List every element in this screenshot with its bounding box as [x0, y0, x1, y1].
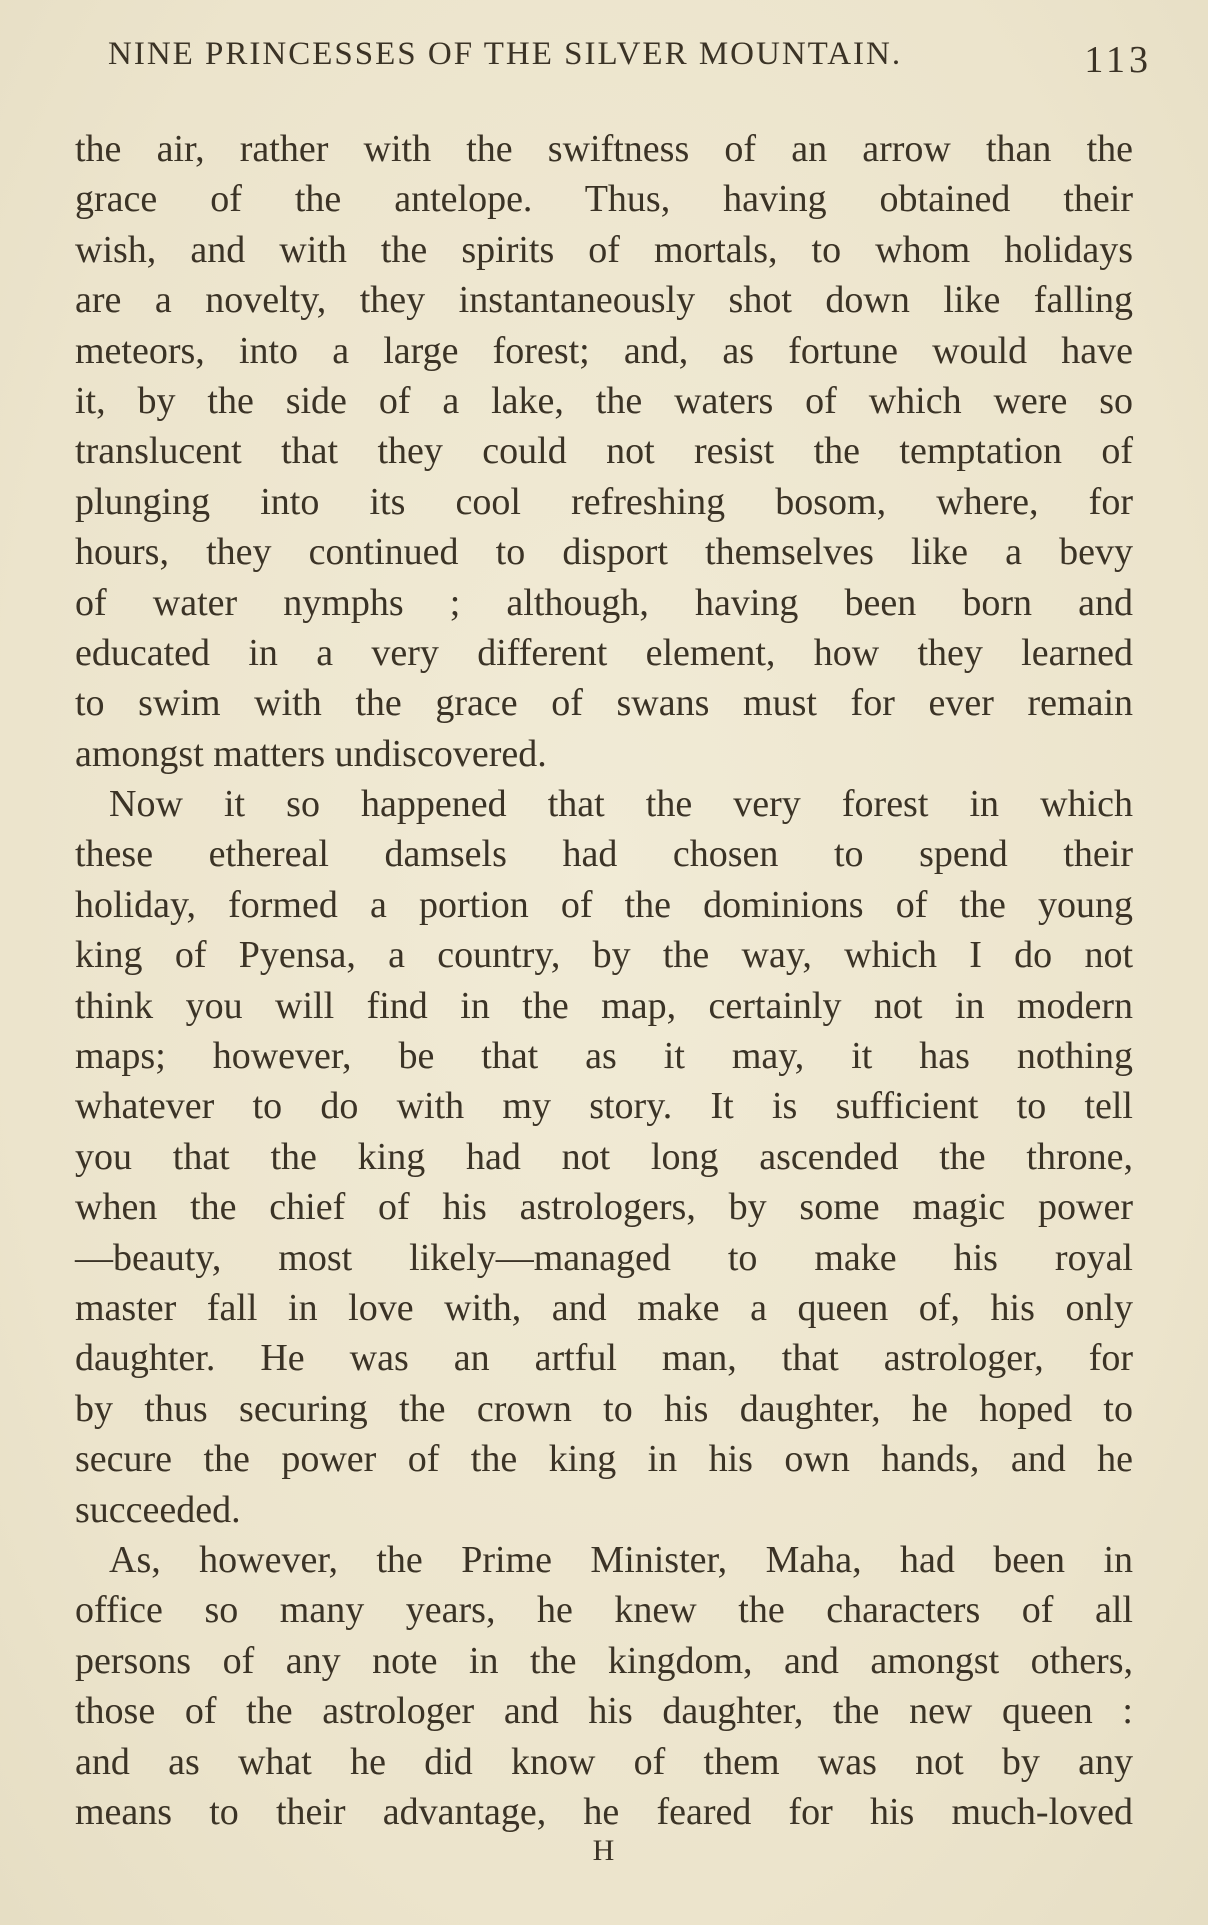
text-line: secure the power of the king in his own hands, and he: [75, 1438, 1133, 1481]
text-line: the air, rather with the swiftness of an arrow than the: [75, 128, 1133, 170]
text-line: and as what he did know of them was not by any: [75, 1740, 1133, 1783]
text-line: plunging into its cool refreshing bosom, where, for: [75, 480, 1133, 523]
text-line: you that the king had not long ascended the throne,: [75, 1135, 1133, 1178]
text-line: office so many years, he knew the characters of all: [75, 1589, 1133, 1632]
text-line: translucent that they could not resist the temptation of: [75, 430, 1133, 473]
text-line: means to their advantage, he feared for his much-loved: [75, 1790, 1133, 1833]
text-line-paragraph-end: succeeded.: [75, 1488, 241, 1531]
text-line: holiday, formed a portion of the dominions of the young: [75, 883, 1133, 926]
running-head: [108, 36, 1152, 84]
text-line-paragraph-start: As, however, the Prime Minister, Maha, had been in: [109, 1538, 1133, 1581]
running-title: NINE PRINCESSES OF THE SILVER MOUNTAIN.: [108, 36, 903, 72]
text-line: those of the astrologer and his daughter, the new queen :: [75, 1690, 1133, 1733]
text-line: persons of any note in the kingdom, and amongst others,: [75, 1639, 1133, 1682]
text-line: maps; however, be that as it may, it has nothing: [75, 1035, 1133, 1078]
text-line: wish, and with the spirits of mortals, to whom holidays: [75, 228, 1133, 271]
text-line: grace of the antelope. Thus, having obtained their: [75, 178, 1133, 221]
text-line-paragraph-start: Now it so happened that the very forest in which: [109, 783, 1133, 826]
text-line: whatever to do with my story. It is sufficient to tell: [75, 1085, 1133, 1128]
text-line: to swim with the grace of swans must for ever remain: [75, 682, 1133, 725]
text-line: king of Pyensa, a country, by the way, which I do not: [75, 934, 1133, 977]
text-line: when the chief of his astrologers, by some magic power: [75, 1186, 1133, 1229]
text-line-paragraph-end: amongst matters undiscovered.: [75, 732, 547, 775]
text-line: are a novelty, they instantaneously shot down like falling: [75, 279, 1133, 322]
text-line: hours, they continued to disport themselves like a bevy: [75, 531, 1133, 574]
page-number: 113: [1084, 39, 1152, 81]
text-line: by thus securing the crown to his daughter, he hoped to: [75, 1387, 1133, 1430]
text-line: of water nymphs ; although, having been born and: [75, 581, 1133, 624]
text-line: meteors, into a large forest; and, as fortune would have: [75, 329, 1133, 372]
text-line: it, by the side of a lake, the waters of which were so: [75, 379, 1133, 422]
text-line: daughter. He was an artful man, that astrologer, for: [75, 1337, 1133, 1380]
signature-mark: H: [592, 1834, 616, 1867]
text-line: —beauty, most likely—managed to make his royal: [75, 1236, 1133, 1279]
text-line: these ethereal damsels had chosen to spend their: [75, 833, 1133, 876]
text-line: think you will find in the map, certainly not in modern: [75, 984, 1133, 1027]
body-text: [75, 124, 1133, 1837]
text-line: master fall in love with, and make a queen of, his only: [75, 1286, 1133, 1329]
text-line: educated in a very different element, how they learned: [75, 631, 1133, 674]
